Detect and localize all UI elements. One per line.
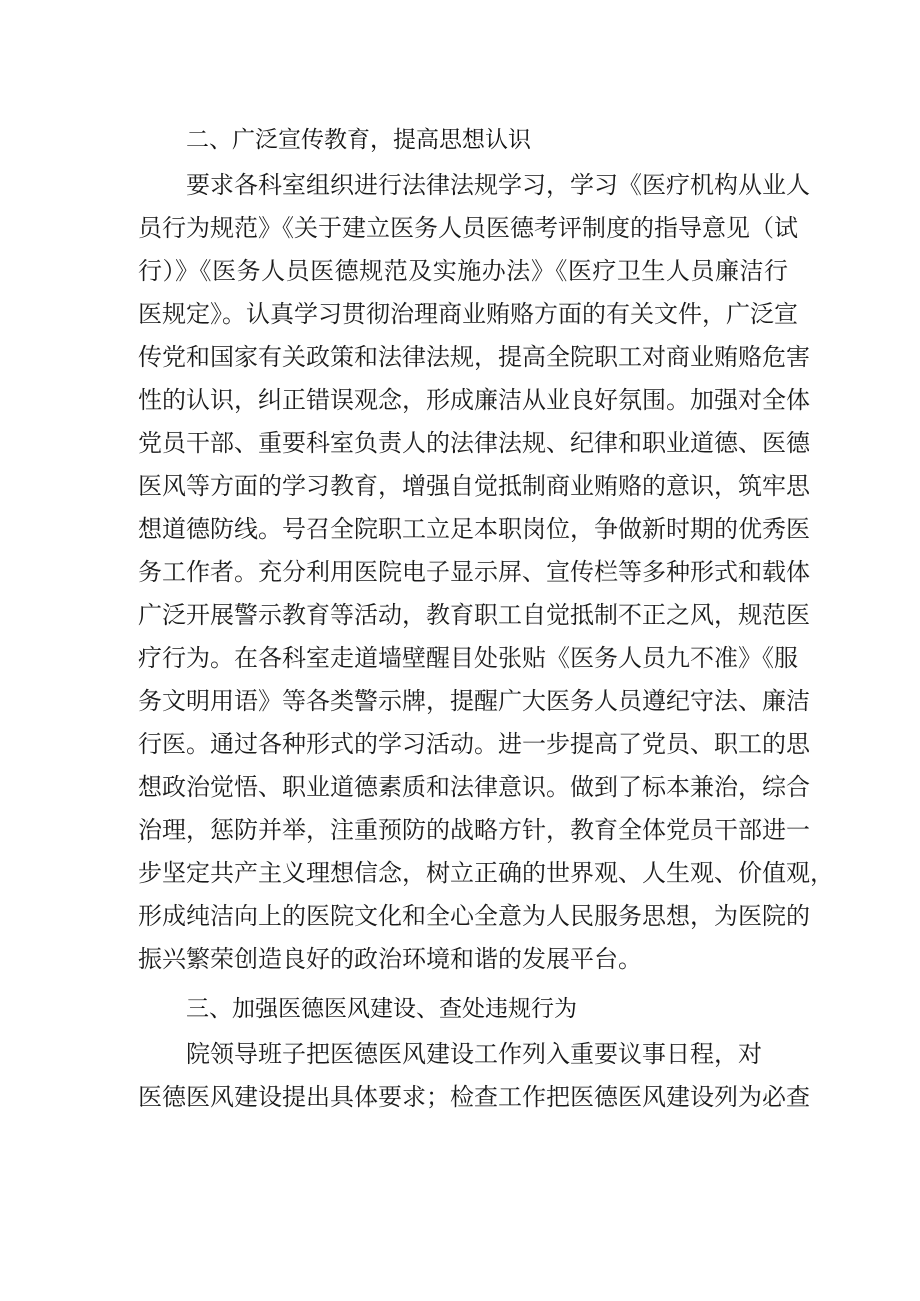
paragraph-line: 医规定》。认真学习贯彻治理商业贿赂方面的有关文件，广泛宣: [138, 300, 798, 328]
paragraph-line: 性的认识，纠正错误观念，形成廉洁从业良好氛围。加强对全体: [138, 386, 810, 414]
section-heading-3: 三、加强医德医风建设、查处违规行为: [186, 996, 577, 1022]
paragraph-line: 想政治觉悟、职业道德素质和法律意识。做到了标本兼治，综合: [138, 773, 810, 801]
paragraph-line: 医德医风建设提出具体要求；检查工作把医德医风建设列为必查: [138, 1083, 810, 1111]
paragraph-line: 形成纯洁向上的医院文化和全心全意为人民服务思想，为医院的: [138, 902, 810, 930]
paragraph-line: 行）》《医务人员医德规范及实施办法》《医疗卫生人员廉洁行: [138, 257, 788, 285]
paragraph-line: 治理，惩防并举，注重预防的战略方针，教育全体党员干部进一: [138, 816, 810, 844]
paragraph-line: 务工作者。充分利用医院电子显示屏、宣传栏等多种形式和载体: [138, 558, 810, 586]
paragraph-line: 疗行为。在各科室走道墙壁醒目处张贴《医务人员九不准》《服: [138, 644, 798, 672]
paragraph-line: 要求各科室组织进行法律法规学习，学习《医疗机构从业人: [186, 171, 810, 199]
paragraph-line-last: 振兴繁荣创造良好的政治环境和谐的发展平台。: [138, 945, 642, 973]
paragraph-line: 务文明用语》等各类警示牌，提醒广大医务人员遵纪守法、廉洁: [138, 687, 810, 715]
paragraph-line: 行医。通过各种形式的学习活动。进一步提高了党员、职工的思: [138, 730, 810, 758]
paragraph-line: 想道德防线。号召全院职工立足本职岗位，争做新时期的优秀医: [138, 515, 810, 543]
paragraph-line: 广泛开展警示教育等活动，教育职工自觉抵制不正之风，规范医: [138, 601, 810, 629]
paragraph-line: 院领导班子把医德医风建设工作列入重要议事日程，对: [186, 1040, 762, 1068]
paragraph-line: 传党和国家有关政策和法律法规，提高全院职工对商业贿赂危害: [138, 343, 810, 371]
paragraph-line: 党员干部、重要科室负责人的法律法规、纪律和职业道德、医德: [138, 429, 810, 457]
paragraph-line: 医风等方面的学习教育，增强自觉抵制商业贿赂的意识，筑牢思: [138, 472, 810, 500]
section-heading-2: 二、广泛宣传教育，提高思想认识: [186, 127, 531, 153]
paragraph-line: 步坚定共产主义理想信念，树立正确的世界观、人生观、价值观，: [138, 859, 834, 887]
paragraph-line: 员行为规范》《关于建立医务人员医德考评制度的指导意见（试: [138, 214, 798, 242]
